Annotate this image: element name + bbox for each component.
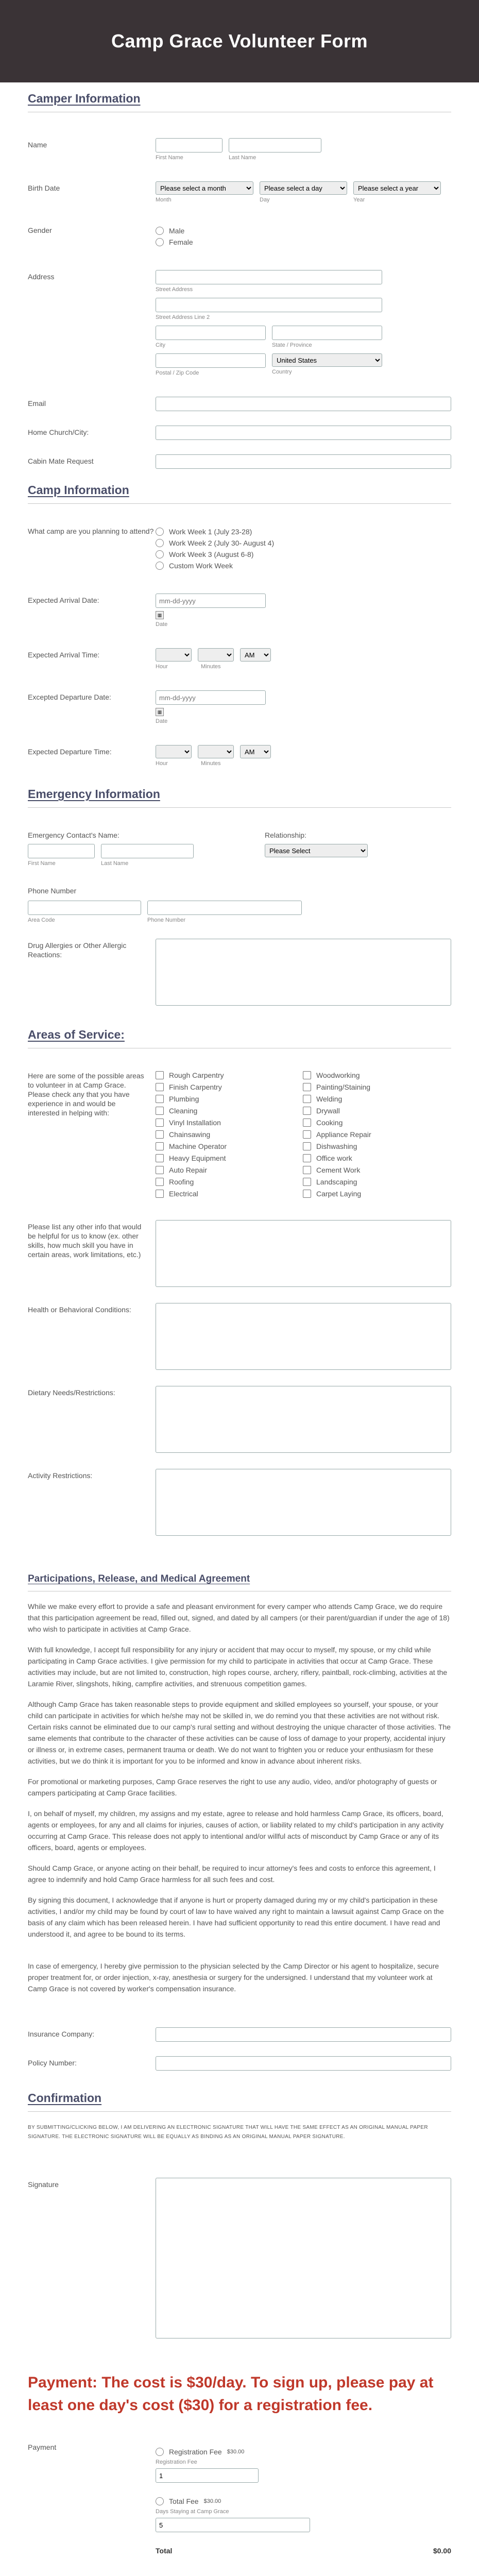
day-sub: Day [260, 197, 270, 203]
radio-icon [156, 2497, 164, 2505]
total-fee-label: Total Fee [169, 2497, 199, 2505]
checkbox-icon [303, 1107, 311, 1115]
agreement-text [28, 1601, 451, 1994]
payment-row [28, 2441, 451, 2555]
agreement-paragraph: While we make every effort to provide a safe and pleasant environment for every camper who attends Camp Grace, we do require that this participation agreement be read, filled out, signed, and dated by all campers (or their parent/guardian if under the age of 18) who wish to participate in activities at Camp Grace. [28, 1602, 450, 1633]
arrival-time-label: Expected Arrival Time: [28, 651, 100, 659]
service-option-19[interactable] [303, 1152, 450, 1164]
service-options-right [303, 1069, 450, 1199]
service-option-3[interactable] [156, 1093, 303, 1105]
checkbox-icon [156, 1071, 164, 1079]
service-option-5[interactable] [156, 1116, 303, 1128]
service-option-17[interactable] [303, 1128, 450, 1140]
minutes-sub: Minutes [201, 760, 221, 767]
city-sub: City [156, 342, 165, 348]
signature-row [28, 2178, 451, 2338]
checkbox-label: Appliance Repair [316, 1130, 371, 1139]
service-option-22[interactable] [303, 1188, 450, 1199]
cabin-label: Cabin Mate Request [28, 457, 94, 465]
service-option-15[interactable] [303, 1105, 450, 1116]
cabin-input[interactable] [156, 454, 451, 469]
hour-sub: Hour [156, 760, 168, 767]
week-label: What camp are you planning to attend? [28, 527, 154, 535]
week-option-3[interactable]: Work Week 3 (August 6-8) [156, 550, 451, 558]
service-intro: Here are some of the possible areas to volunteer in at Camp Grace. Please check any that you have experience in and would be interested in helping with: [28, 1072, 144, 1117]
service-option-1[interactable] [156, 1069, 303, 1081]
phone-label: Phone Number [28, 887, 77, 895]
phone-row [28, 884, 451, 923]
checkbox-label: Auto Repair [169, 1165, 207, 1174]
state-sub: State / Province [272, 342, 312, 348]
checkbox-label: Drywall [316, 1106, 340, 1115]
area-code-sub: Area Code [28, 917, 55, 923]
agreement-paragraph: For promotional or marketing purposes, Camp Grace reserves the right to use any audio, video, and/or photography of guests or campers participating at Camp Grace facilities. [28, 1777, 437, 1797]
days-qty-input[interactable] [156, 2518, 310, 2532]
section-title-emergency: Emergency Information [28, 787, 160, 801]
address-row [28, 270, 451, 376]
service-option-9[interactable] [156, 1164, 303, 1176]
emergency-first-name-input[interactable] [28, 844, 95, 858]
postal-sub: Postal / Zip Code [156, 370, 199, 376]
last-name-sub: Last Name [101, 860, 129, 867]
service-option-13[interactable] [303, 1081, 450, 1093]
esignature-notice: BY SUBMITTING/CLICKING BELOW, I AM DELIVERING AN ELECTRONIC SIGNATURE THAT WILL HAVE THE SAME EFFECT AS AN ORIGINAL MANUAL PAPER SIGNATURE. THE ELECTRONIC SIGNATURE WILL BE EQUALLY AS BINDING AS AN ORIGINAL MANUAL PAPER SIGNATURE. [28, 2125, 428, 2140]
checkbox-icon [156, 1083, 164, 1091]
allergies-label: Drug Allergies or Other Allergic Reactions: [28, 941, 127, 959]
other-skills-row [28, 1220, 451, 1289]
checkbox-icon [156, 1178, 164, 1186]
service-option-12[interactable] [303, 1069, 450, 1081]
address-label: Address [28, 273, 55, 281]
registration-fee-price: $30.00 [227, 2449, 245, 2455]
total-fee-option[interactable] [156, 2497, 451, 2505]
section-title-camper: Camper Information [28, 92, 141, 105]
checkbox-icon [156, 1118, 164, 1127]
checkbox-icon [303, 1154, 311, 1162]
policy-input[interactable] [156, 2056, 451, 2071]
registration-fee-label: Registration Fee [169, 2448, 222, 2456]
departure-time-label: Expected Departure Time: [28, 748, 112, 756]
form-header [0, 0, 479, 82]
checkbox-icon [303, 1118, 311, 1127]
birth-year-select[interactable] [353, 181, 441, 195]
insurance-label: Insurance Company: [28, 2030, 95, 2038]
arrival-date-label: Expected Arrival Date: [28, 596, 99, 604]
registration-fee-option[interactable] [156, 2448, 451, 2456]
checkbox-icon [156, 1154, 164, 1162]
allergies-textarea[interactable] [156, 939, 451, 1006]
checkbox-icon [303, 1178, 311, 1186]
dietary-textarea[interactable] [156, 1386, 451, 1453]
year-sub: Year [353, 197, 365, 203]
checkbox-label: Woodworking [316, 1071, 360, 1079]
section-divider [28, 2111, 451, 2112]
radio-icon [156, 238, 164, 246]
days-qty-sub: Days Staying at Camp Grace [156, 2509, 229, 2515]
arrival-date-row [28, 594, 451, 628]
section-divider [28, 807, 451, 808]
checkbox-icon [303, 1083, 311, 1091]
checkbox-label: Cooking [316, 1118, 343, 1127]
phone-number-sub: Phone Number [147, 917, 185, 923]
gender-option-female[interactable]: Female [156, 238, 451, 246]
agreement-paragraph: Should Camp Grace, or anyone acting on their behalf, be required to incur attorney's fees and costs to enforce this agreement, I agree to indemnify and hold Camp Grace harmless for all such fees and cost. [28, 1864, 436, 1884]
emergency-name-label: Emergency Contact's Name: [28, 831, 119, 839]
checkbox-label: Carpet Laying [316, 1189, 362, 1198]
birth-date-row [28, 181, 451, 203]
arrival-date-input[interactable] [156, 594, 266, 608]
registration-fee-qty-input[interactable] [156, 2468, 259, 2483]
service-option-6[interactable] [156, 1128, 303, 1140]
checkbox-label: Cement Work [316, 1165, 361, 1174]
checkbox-label: Rough Carpentry [169, 1071, 224, 1079]
gender-label: Gender [28, 226, 52, 234]
departure-time-row [28, 745, 451, 767]
birth-day-select[interactable] [260, 181, 347, 195]
total-label: Total [156, 2547, 173, 2555]
checkbox-label: Welding [316, 1094, 343, 1103]
payment-message: Payment: The cost is $30/day. To sign up, please pay at least one day's cost ($30) for a registration fee. [28, 2374, 434, 2414]
checkbox-icon [156, 1142, 164, 1150]
other-skills-label: Please list any other info that would be helpful for us to know (ex. other skills, how much skill you have in certain areas, work limitations, etc.) [28, 1223, 142, 1259]
service-option-18[interactable] [303, 1140, 450, 1152]
country-select[interactable] [272, 353, 382, 367]
church-label: Home Church/City: [28, 428, 89, 436]
name-row [28, 138, 451, 161]
email-label: Email [28, 399, 46, 408]
week-option-1[interactable]: Work Week 1 (July 23-28) [156, 528, 451, 536]
agreement-paragraph: With full knowledge, I accept full responsibility for any injury or accident that may occur to myself, my spouse, or my child while participating in Camp Grace activities. I give permission for my child to participate in activities that occur at Camp Grace. These activities may include, but are not limited to, construction, high ropes course, archery, riflery, paintball, rock-climbing, activities at the Laramie River, slingshots, hiking, campfire activities, and strenuous competition games. [28, 1646, 448, 1688]
calendar-icon[interactable]: ▦ [156, 611, 164, 619]
radio-icon [156, 2448, 164, 2456]
agreement-title: Participations, Release, and Medical Agreement [28, 1573, 250, 1584]
radio-icon [156, 550, 164, 558]
payment-label: Payment [28, 2443, 57, 2451]
week-row [28, 524, 451, 573]
checkbox-label: Plumbing [169, 1094, 199, 1103]
departure-hour-select[interactable] [156, 745, 192, 758]
section-divider [28, 503, 451, 504]
form-content [0, 82, 479, 2576]
country-sub: Country [272, 369, 292, 375]
birth-date-label: Birth Date [28, 184, 60, 192]
street-input[interactable] [156, 270, 382, 284]
checkbox-icon [156, 1190, 164, 1198]
section-title-camp: Camp Information [28, 483, 129, 497]
dietary-label: Dietary Needs/Restrictions: [28, 1388, 115, 1397]
agreement-paragraph: Although Camp Grace has taken reasonable steps to provide equipment and skilled employees so yourself, your spouse, or your child can participate in activities for which he/she may not be skilled in, we do remind you that these activities are not without risk. Certain risks cannot be eliminated due to our camp's rural setting and without destroying the unique character of those activities. The same elements that contribute to the character of these activities can be cause of loss of damage to your property, accidental injury or illness or, in extreme cases, permanent trauma or death. We do not want to frighten you or reduce your enthusiasm for these activities, but we do think it is important for you to be informed and know in advance about inherent risks. [28, 1700, 451, 1765]
health-label: Health or Behavioral Conditions: [28, 1306, 131, 1314]
email-input[interactable] [156, 397, 451, 411]
departure-date-label: Excepted Departure Date: [28, 693, 111, 701]
agreement-paragraph: By signing this document, I acknowledge that if anyone is hurt or property damaged during my or my child's participation in these activities, I and/or my child may be found by court of law to have waived any right to maintain a lawsuit against Camp Grace on the basis of any claim which has been released herein. I have had sufficient opportunity to read this entire document. I have read and understood it, and agree to be bound to its terms. [28, 1896, 444, 1938]
checkbox-icon [303, 1166, 311, 1174]
departure-ampm-select[interactable] [240, 745, 271, 758]
insurance-row [28, 2027, 451, 2042]
phone-number-input[interactable] [147, 901, 302, 915]
checkbox-label: Chainsawing [169, 1130, 211, 1139]
allergies-row [28, 939, 451, 1007]
state-input[interactable] [272, 326, 382, 340]
relationship-label: Relationship: [265, 831, 306, 839]
service-options-left [156, 1069, 303, 1199]
insurance-input[interactable] [156, 2027, 451, 2042]
checkbox-icon [156, 1130, 164, 1139]
cabin-row [28, 454, 451, 469]
week-option-custom[interactable]: Custom Work Week [156, 562, 451, 570]
emergency-last-name-input[interactable] [101, 844, 194, 858]
service-option-8[interactable] [156, 1152, 303, 1164]
service-option-11[interactable] [156, 1188, 303, 1199]
minutes-sub: Minutes [201, 664, 221, 670]
health-textarea[interactable] [156, 1303, 451, 1370]
checkbox-label: Vinyl Installation [169, 1118, 221, 1127]
checkbox-icon [156, 1166, 164, 1174]
agreement-paragraph: In case of emergency, I hereby give permission to the physician selected by the Camp Director or his agent to hospitalize, secure proper treatment for, or order injection, x-ray, anesthesia or surgery for the undersigned. I understand that my volunteer work at Camp Grace is not covered by worker's compensation insurance. [28, 1962, 439, 1993]
signature-pad[interactable] [156, 2178, 451, 2338]
service-option-7[interactable] [156, 1140, 303, 1152]
checkbox-label: Electrical [169, 1189, 198, 1198]
arrival-time-row [28, 648, 451, 670]
service-option-10[interactable] [156, 1176, 303, 1188]
checkbox-label: Finish Carpentry [169, 1082, 222, 1091]
gender-row [28, 224, 451, 249]
checkbox-icon [303, 1095, 311, 1103]
radio-icon [156, 562, 164, 570]
hour-sub: Hour [156, 664, 168, 670]
first-name-sub: First Name [156, 155, 183, 161]
form-title: Camp Grace Volunteer Form [111, 30, 368, 52]
radio-icon [156, 539, 164, 547]
total-value: $0.00 [433, 2547, 451, 2555]
checkbox-icon [303, 1071, 311, 1079]
name-label: Name [28, 141, 47, 149]
activity-label: Activity Restrictions: [28, 1471, 93, 1480]
dietary-row [28, 1386, 451, 1454]
total-fee-price: $30.00 [203, 2498, 221, 2504]
total-row [156, 2547, 451, 2555]
activity-row [28, 1469, 451, 1537]
checkbox-label: Heavy Equipment [169, 1154, 226, 1162]
emergency-contact-row [28, 828, 451, 867]
activity-textarea[interactable] [156, 1469, 451, 1536]
signature-label: Signature [28, 2180, 59, 2189]
checkbox-label: Cleaning [169, 1106, 198, 1115]
service-row [28, 1069, 451, 1199]
postal-input[interactable] [156, 353, 266, 368]
birth-month-select[interactable] [156, 181, 253, 195]
street-sub: Street Address [156, 286, 193, 293]
service-option-2[interactable] [156, 1081, 303, 1093]
street2-input[interactable] [156, 298, 382, 312]
departure-date-row [28, 690, 451, 724]
week-option-2[interactable]: Work Week 2 (July 30- August 4) [156, 539, 451, 547]
arrival-ampm-select[interactable] [240, 648, 271, 662]
area-code-input[interactable] [28, 901, 141, 915]
checkbox-icon [303, 1142, 311, 1150]
last-name-sub: Last Name [229, 155, 256, 161]
service-option-4[interactable] [156, 1105, 303, 1116]
other-skills-textarea[interactable] [156, 1220, 451, 1287]
arrival-minute-select[interactable] [198, 648, 234, 662]
checkbox-icon [156, 1095, 164, 1103]
arrival-hour-select[interactable] [156, 648, 192, 662]
checkbox-label: Dishwashing [316, 1142, 357, 1150]
city-input[interactable] [156, 326, 266, 340]
radio-icon [156, 528, 164, 536]
departure-date-sub: Date [156, 718, 168, 724]
checkbox-icon [303, 1130, 311, 1139]
section-title-confirmation: Confirmation [28, 2091, 102, 2105]
policy-row [28, 2056, 451, 2071]
checkbox-label: Machine Operator [169, 1142, 227, 1150]
calendar-icon[interactable]: ▦ [156, 708, 164, 716]
arrival-date-sub: Date [156, 621, 168, 628]
email-row [28, 397, 451, 411]
registration-fee-qty-sub: Registration Fee [156, 2459, 197, 2465]
policy-label: Policy Number: [28, 2059, 77, 2067]
service-option-20[interactable] [303, 1164, 450, 1176]
section-title-service: Areas of Service: [28, 1028, 125, 1041]
service-option-16[interactable] [303, 1116, 450, 1128]
service-option-21[interactable] [303, 1176, 450, 1188]
service-option-14[interactable] [303, 1093, 450, 1105]
street2-sub: Street Address Line 2 [156, 314, 210, 320]
relationship-select[interactable] [265, 844, 368, 857]
agreement-paragraph: I, on behalf of myself, my children, my assigns and my estate, agree to release and hold harmless Camp Grace, its officers, board, agents or employees, for any and all claims for injuries, causes of action, or liability related to my child's participation in any activity occurring at Camp Grace. This release does not apply to intentional and/or willful acts of misconduct by Camp Grace or any of its officers, board, agents or employees. [28, 1809, 444, 1852]
month-sub: Month [156, 197, 172, 203]
checkbox-label: Office work [316, 1154, 352, 1162]
checkbox-label: Landscaping [316, 1177, 357, 1186]
health-row [28, 1303, 451, 1371]
first-name-sub: First Name [28, 860, 56, 867]
checkbox-icon [303, 1190, 311, 1198]
gender-option-male[interactable]: Male [156, 227, 451, 235]
last-name-input[interactable] [229, 138, 321, 152]
checkbox-label: Roofing [169, 1177, 194, 1186]
radio-icon [156, 227, 164, 235]
departure-minute-select[interactable] [198, 745, 234, 758]
checkbox-label: Painting/Staining [316, 1082, 371, 1091]
checkbox-icon [156, 1107, 164, 1115]
church-row [28, 426, 451, 440]
first-name-input[interactable] [156, 138, 223, 152]
departure-date-input[interactable] [156, 690, 266, 705]
church-input[interactable] [156, 426, 451, 440]
